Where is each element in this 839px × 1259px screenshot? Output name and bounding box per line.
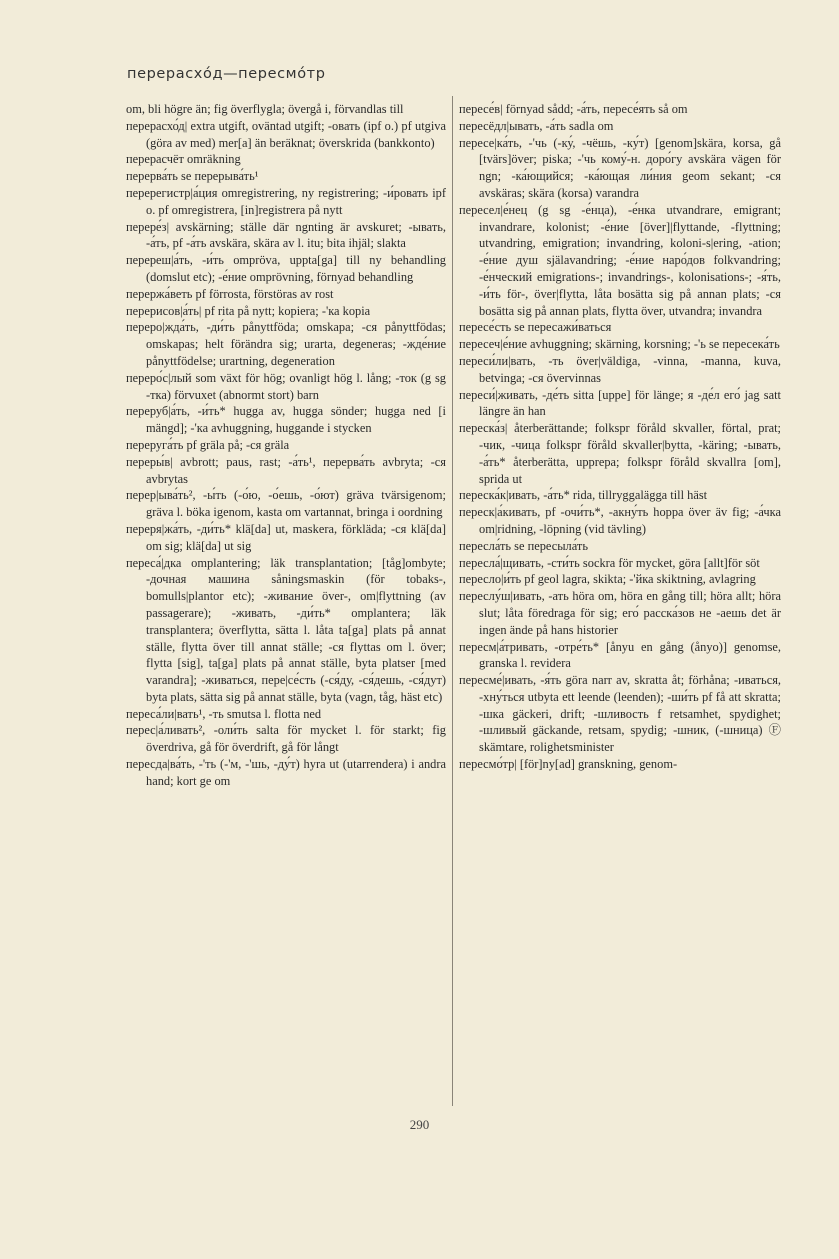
page-number: 290 (409, 1117, 430, 1132)
dictionary-entry: перержа́веть pf förrosta, förstöras av rost (126, 286, 334, 301)
dictionary-entry: переро|жда́ть, -ди́ть pånyttföda; omskapa; -ся pånyttfödas; omskapas; helt förändra sig; urarta, degeneras; -жде́ние pånyttfödelse; urartning, degeneration (126, 320, 446, 368)
dictionary-entry: пересёдл|ывать, -а́ть sadla om (459, 118, 614, 133)
dictionary-entry: перере́з| avskärning; ställe där ngnting är avskuret; -ывать, -а́ть, pf -а́ть avskära, skära av l. itu; bita ihjäl; slakta (126, 219, 446, 251)
running-header: перерасхо́д—пересмо́тр (127, 66, 326, 82)
dictionary-entry: переска́к|ивать, -а́ть* rida, tillryggalägga till häst (459, 488, 708, 503)
dictionary-entry: переси́ли|вать, -ть över|väldiga, -vinna, -manna, kuva, betvinga; -ся övervinnas (459, 353, 781, 385)
dictionary-entry: пересеч|е́ние avhuggning; skärning, korsning; -'ь se пересека́ть (459, 337, 780, 352)
dictionary-entry: переры́в| avbrott; paus, rast; -а́ть¹, перерва́ть avbryta; -ся avbrytas (126, 454, 446, 486)
dictionary-entry: перес|а́ливать², -оли́ть salta för mycket l. för starkt; fig överdriva, gå för överdrift, gå för långt (126, 723, 446, 755)
dictionary-entry: перереш|а́ть, -и́ть ompröva, uppta[ga] till ny behandling (domslut etc); -е́ние omprövning, förnyad behandling (126, 253, 446, 284)
dictionary-entry: переса́|дка omplantering; läk transplantation; [tåg]ombyte; -дочная машина såningsmaskin (för tobaks-, bomulls|plantor etc); -живание över-, om|flyttning (av passagerare); -живать, -ди́ть* omplantera; läk transplantera; överflytta, sätta l. låta ta[ga] plats på annat ställe, flytta över till annat ställe; -ся flyttas om l. över; flytta [sig], ta[ga] plats på annat ställe, byta platser [med varandra]; -живаться, пере|се́сть (-ся́ду, -ся́дешь, -ся́дут) byta plats, sätta sig på annat ställe, byta (vagn, tåg, häst etc) (126, 555, 446, 704)
dictionary-entry: пересда|ва́ть, -'ть (-'м, -'шь, -ду́т) hyra ut (utarrendera) i andra hand; kort ge om (126, 757, 446, 788)
dictionary-entry: пересм|а́тривать, -отре́ть* [ånyu en gång (ånyo)] genomse, granska l. revidera (459, 639, 781, 671)
dictionary-entry: om, bli högre än; fig överflygla; övergå i, förvandlas till (126, 102, 404, 116)
dictionary-entry: пересел|е́нец (g sg -е́нца), -е́нка utvandrare, emigrant; invandrare, kolonist; -е́ние [över]|flyttande, -flyttning; utvandring, emigration; invandring, koloni-s|ering, -ation; -е́ние душ själavandring; -е́ние наро́дов folkvandring; -е́нческий emigrations-; invandrings-, kolonisations-; -я́ть, -и́ть för-, över|flytta, låta bosätta sig på annan plats; -ся bosätta sig på annan plats, flytta över, utvandra; invandra (459, 202, 781, 318)
dictionary-entry: переса́ли|вать¹, -ть smutsa l. flotta ned (126, 706, 322, 721)
dictionary-entry: пересла́ть se пересыла́ть (459, 538, 588, 553)
dictionary-entry: перер|ыва́ть², -ы́ть (-о́ю, -о́ешь, -о́ют) gräva tvärsigenom; gräva l. böka igenom, kasta om vartannat, bringa i oordning (126, 488, 446, 520)
dictionary-entry: переруб|а́ть, -и́ть* hugga av, hugga sönder; hugga ned [i mängd]; -'ка avhuggning, huggande i stycken (126, 404, 446, 436)
dictionary-entry: пересе|ка́ть, -'чь (-ку́, -чёшь, -ку́т) [genom]skära, korsa, gå [tvärs]över; piska; -'чь кому́-н. доро́гу avskära vägen för ngn; -ка́ющийся; -ка́ющая ли́ния geom sekant; -ся avskäras; skära (korsa) varandra (459, 135, 781, 200)
dictionary-entry: переруга́ть pf gräla på; -ся gräla (126, 437, 290, 452)
dictionary-entry: перерисов|а́ть| pf rita på nytt; kopiera; -'ка kopia (126, 303, 371, 318)
dictionary-entry: переро́с|лый som växt för hög; ovanligt hög l. lång; -ток (g sg -тка) förvuxet (abnormt stort) barn (126, 370, 446, 402)
dictionary-entry: переслу́ш|ивать, -ать höra om, höra en gång till; höra allt; höra slut; låta föredraga för sig; его́ расска́зов не -аешь det är ingen ände på hans historier (459, 589, 781, 637)
dictionary-entry: пересе́сть se пересажи́ваться (459, 320, 612, 335)
dictionary-entry: пересло|и́ть pf geol lagra, skikta; -'йка skiktning, avlagring (459, 572, 756, 587)
dictionary-entry: переска́з| återberättande; folkspr föråld skvaller, förtal, prat; -чик, -чица folkspr föråld skvaller|bytta, -käring; -ывать, -а́ть* återberätta, upprepa; folkspr föråld skvallra [om], sprida ut (459, 421, 781, 486)
dictionary-entry: переси́|живать, -де́ть sitta [uppe] för länge; я -де́л его́ jag satt längre än han (459, 387, 781, 419)
dictionary-entry: переря|жа́ть, -ди́ть* klä[da] ut, maskera, förkläda; -ся klä[da] om sig; klä[da] ut sig (126, 521, 446, 553)
dictionary-entry: перерасхо́д| extra utgift, oväntad utgift; -овать (ipf o.) pf utgiva (göra av med) mer[a] än beräknat; överskrida (bankkonto) (126, 118, 446, 150)
right-column (459, 101, 781, 773)
dictionary-entry: перерасчёт omräkning (126, 152, 241, 167)
dictionary-entry: перерва́ть se перерыва́ть¹ (126, 169, 259, 184)
dictionary-entry: переск|а́кивать, pf -очи́ть*, -акну́ть hoppa över äv fig; -а́чка om|ridning, -löpning (vid tävling) (459, 505, 781, 536)
dictionary-entry: пересме́|ивать, -я́ть göra narr av, skratta åt; förhåna; -иваться, -хну́ться utbyta ett leende (leenden); -ши́ть pf få att skratta; -шка gäckeri, drift; -шливость f retsamhet, spydighet; -шливый gäckande, retsam, spydig; -шник, (-шница) Ⓕ skämtare, rolighetsminister (459, 673, 781, 755)
left-column (126, 101, 446, 790)
dictionary-entry: перерегистр|а́ция omregistrering, ny registrering; -и́ровать ipf o. pf omregistrera, [in]registrera på nytt (126, 185, 446, 217)
dictionary-entry: пересмо́тр| [för]ny[ad] granskning, genom- (459, 757, 678, 772)
dictionary-entry: пересе́в| förnyad sådd; -а́ть, пересе́ять så om (459, 102, 688, 116)
column-divider (452, 96, 453, 1106)
dictionary-entry: пересла́|щивать, -сти́ть sockra för mycket, göra [allt]för söt (459, 555, 760, 570)
